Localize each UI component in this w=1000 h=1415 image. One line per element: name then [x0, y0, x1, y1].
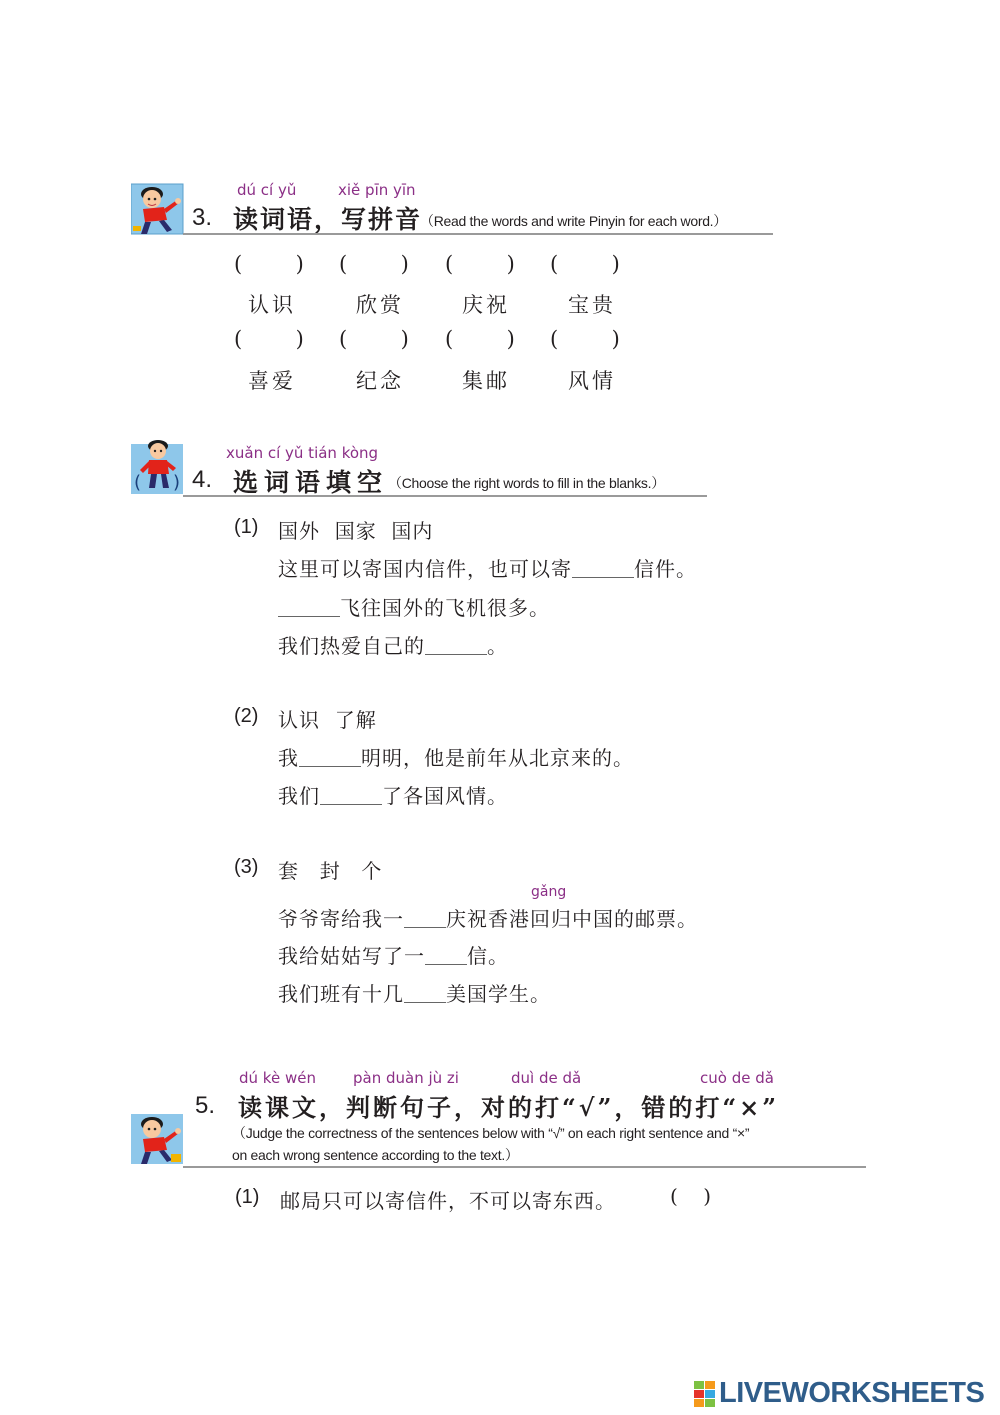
vocab-word: 欣赏 [356, 293, 404, 317]
answer-paren[interactable]: ( ) [445, 327, 515, 351]
pinyin-xuan-ci-yu-tian-kong: xuǎn cí yǔ tián kòng [226, 444, 379, 462]
section-number: 3. [192, 204, 213, 231]
answer-paren[interactable]: ( ) [550, 327, 620, 351]
section-divider [183, 495, 707, 497]
judge-sentence: 邮局只可以寄信件，不可以寄东西。 [280, 1189, 616, 1213]
boy-icon [131, 1110, 185, 1170]
section-instructions: （Read the words and write Pinyin for each word.） [420, 213, 727, 229]
section-title: 选词语填空 [233, 468, 389, 497]
boy-icon [131, 438, 185, 500]
fill-sentence: 我给姑姑写了一 信。 [278, 944, 509, 968]
answer-blank[interactable] [425, 636, 487, 655]
section-title: 读课文，判断句子，对的打“√”，错的打“×” [238, 1093, 780, 1122]
answer-blank[interactable] [425, 946, 467, 965]
answer-paren[interactable]: ( ) [234, 327, 304, 351]
answer-paren[interactable]: ( ) [550, 252, 620, 276]
vocab-word: 风情 [568, 369, 616, 393]
section-number: 4. [192, 466, 213, 493]
vocab-word: 集邮 [462, 369, 510, 393]
answer-paren[interactable]: ( ) [234, 252, 304, 276]
pinyin-du-ci-yu: dú cí yǔ [237, 181, 297, 199]
pinyin-dui-de-da: duì de dǎ [511, 1069, 582, 1087]
judge-answer-paren[interactable]: ( ) [670, 1184, 712, 1208]
boy-icon [131, 180, 185, 240]
group-label: (1) [234, 516, 259, 538]
fill-sentence: 我 明明，他是前年从北京来的。 [278, 746, 634, 770]
answer-blank[interactable] [278, 598, 340, 617]
section-instructions: （Judge the correctness of the sentences below with “√” on each right sentence and “×” [232, 1125, 750, 1141]
answer-blank[interactable] [320, 786, 382, 805]
liveworksheets-logo-icon [694, 1381, 716, 1407]
section-divider [183, 1166, 866, 1168]
vocab-word: 喜爱 [248, 369, 296, 393]
answer-blank[interactable] [404, 909, 446, 928]
section-divider [183, 233, 773, 235]
vocab-word: 认识 [248, 293, 296, 317]
fill-sentence: 爷爷寄给我一 庆祝香港回归中国的邮票。 [278, 907, 698, 931]
liveworksheets-logo [694, 1377, 984, 1410]
pinyin-gang: gǎng [531, 884, 567, 900]
fill-sentence: 这里可以寄国内信件，也可以寄 信件。 [278, 557, 697, 581]
item-label: (1) [235, 1186, 260, 1208]
group-label: (3) [234, 856, 259, 878]
fill-sentence: 飞往国外的飞机很多。 [278, 592, 550, 621]
pinyin-xie-pin-yin: xiě pīn yīn [338, 181, 416, 199]
word-options: 认识 了解 [278, 708, 377, 732]
vocab-word: 庆祝 [462, 293, 510, 317]
fill-sentence: 我们班有十几 美国学生。 [278, 982, 551, 1006]
pinyin-du-ke-wen: dú kè wén [239, 1069, 316, 1087]
section-instructions: （Choose the right words to fill in the blanks.） [388, 475, 665, 491]
group-label: (2) [234, 705, 259, 727]
section-instructions-cont: on each wrong sentence according to the text.） [232, 1147, 519, 1163]
pinyin-cuo-de-da: cuò de dǎ [700, 1069, 774, 1087]
fill-sentence: 我们热爱自己的 。 [278, 634, 508, 658]
answer-paren[interactable]: ( ) [339, 252, 409, 276]
section-title: 读词语，写拼音 [233, 205, 423, 234]
answer-paren[interactable]: ( ) [339, 327, 409, 351]
section-number: 5. [195, 1092, 216, 1119]
pinyin-pan-duan-ju-zi: pàn duàn jù zi [353, 1069, 459, 1087]
liveworksheets-logo-text: LIVEWORKSHEETS [719, 1377, 985, 1409]
svg-text:): ) [173, 472, 181, 493]
vocab-word: 纪念 [356, 369, 404, 393]
answer-blank[interactable] [572, 559, 634, 578]
svg-text:(: ( [134, 472, 142, 493]
vocab-word: 宝贵 [568, 293, 616, 317]
answer-blank[interactable] [299, 748, 361, 767]
answer-blank[interactable] [404, 984, 446, 1003]
answer-paren[interactable]: ( ) [445, 252, 515, 276]
word-options: 套 封 个 [278, 859, 385, 883]
fill-sentence: 我们 了各国风情。 [278, 784, 508, 808]
word-options: 国外 国家 国内 [278, 519, 434, 543]
